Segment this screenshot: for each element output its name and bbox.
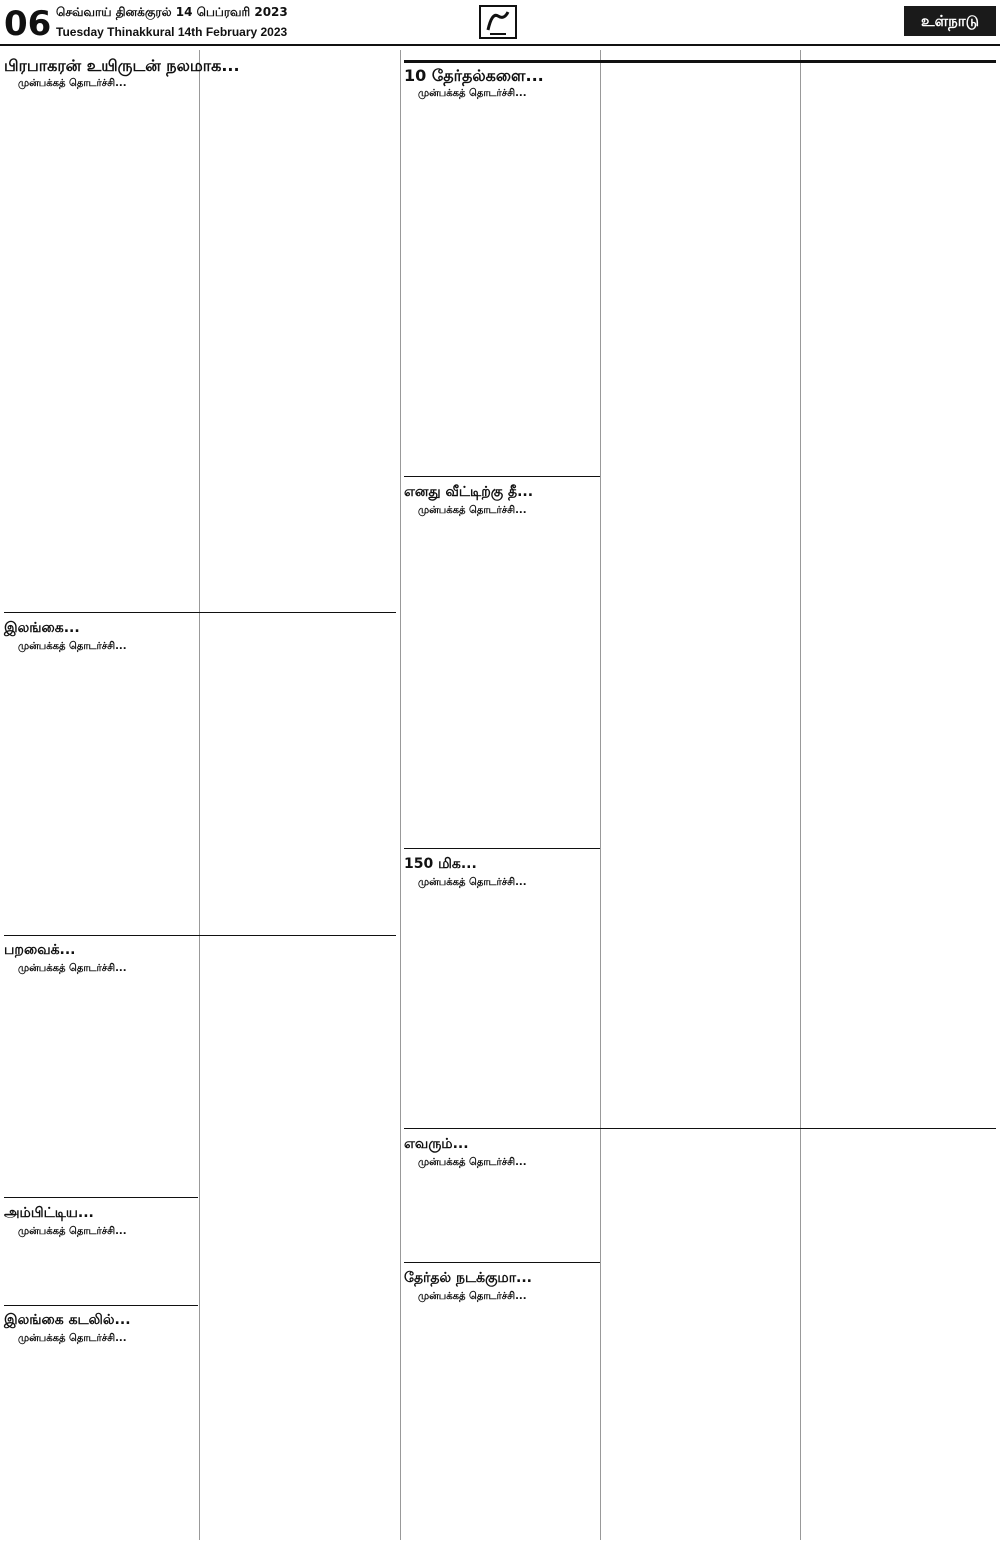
article-dateline: முன்பக்கத் தொடர்ச்சி... (18, 1333, 127, 1344)
article-dateline: முன்பக்கத் தொடர்ச்சி... (18, 1226, 127, 1237)
article-title: 10 தேர்தல்களை... (404, 66, 544, 85)
article-ilangai (4, 620, 396, 930)
article-title: இலங்கை... (4, 620, 80, 636)
page-header (0, 0, 1000, 46)
article-ambittiya (4, 1205, 196, 1300)
article-dateline: முன்பக்கத் தொடர்ச்சி... (418, 877, 527, 888)
banner-rule (404, 60, 996, 63)
date-line-english: Tuesday Thinakkural 14th February 2023 (56, 25, 288, 39)
article-separator (404, 476, 600, 477)
column-divider (400, 50, 401, 1540)
article-separator (404, 1128, 996, 1129)
article-prabhakaran (4, 56, 396, 606)
article-house-fire (404, 484, 996, 844)
article-ilangai-kadal (4, 1312, 396, 1537)
article-dateline: முன்பக்கத் தொடர்ச்சி... (418, 88, 527, 100)
article-title: எனது வீட்டிற்கு தீ... (404, 484, 534, 500)
article-dateline: முன்பக்கத் தொடர்ச்சி... (18, 963, 127, 974)
article-separator (4, 1305, 198, 1306)
article-10-elections (404, 66, 996, 471)
page-number: 06 (4, 4, 52, 44)
article-dateline: முன்பக்கத் தொடர்ச்சி... (418, 1291, 527, 1302)
article-title: பிரபாகரன் உயிருடன் நலமாக... (4, 56, 240, 75)
article-title: தேர்தல் நடக்குமா... (404, 1270, 532, 1286)
article-separator (4, 1197, 198, 1198)
article-dateline: முன்பக்கத் தொடர்ச்சி... (418, 505, 527, 516)
article-evarum (404, 1136, 996, 1256)
article-title: பறவைக்... (4, 942, 76, 958)
article-dateline: முன்பக்கத் தொடர்ச்சி... (18, 78, 127, 90)
section-label: உள்நாடு (904, 6, 996, 36)
article-dateline: முன்பக்கத் தொடர்ச்சி... (18, 641, 127, 652)
article-separator (4, 935, 396, 936)
article-title: இலங்கை கடலில்... (4, 1312, 131, 1328)
article-dateline: முன்பக்கத் தொடர்ச்சி... (418, 1157, 527, 1168)
article-150 (404, 856, 996, 1124)
article-paravai (4, 942, 396, 1192)
article-title: 150 மிக... (404, 856, 477, 872)
date-line-tamil: செவ்வாய் தினக்குரல் 14 பெப்ரவரி 2023 (56, 5, 288, 19)
newspaper-logo-icon (478, 4, 518, 40)
article-separator (4, 612, 396, 613)
article-election-held (404, 1270, 996, 1538)
article-title: அம்பிட்டிய... (4, 1205, 94, 1221)
article-title: எவரும்... (404, 1136, 469, 1152)
article-separator (404, 848, 600, 849)
article-separator (404, 1262, 600, 1263)
